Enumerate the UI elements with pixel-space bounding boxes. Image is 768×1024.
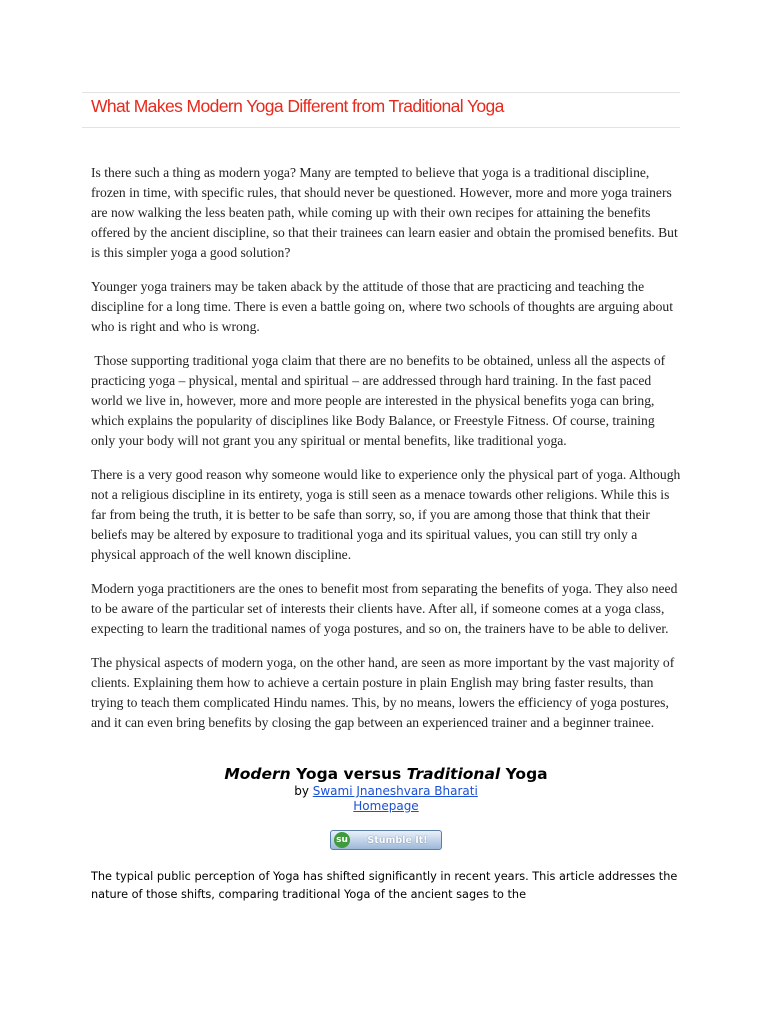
title-word-traditional: Traditional — [406, 765, 501, 783]
homepage-link[interactable]: Homepage — [353, 799, 419, 813]
title-word-modern: Modern — [224, 765, 291, 783]
article-body — [91, 163, 684, 747]
byline — [91, 784, 681, 799]
author-link[interactable]: Swami Jnaneshvara Bharati — [312, 784, 478, 798]
article-paragraph: The physical aspects of modern yoga, on the other hand, are seen as more important by the vast majority of clients. Explaining them how to achieve a certain posture in plain English may bring faster results, than trying to teach them complicated Hindu names. This, by no means, lowers the efficiency of yoga postures, and it can even bring benefits by closing the gap between an experienced trainer and a beginner trainee. — [91, 655, 678, 730]
embedded-article-header — [91, 764, 681, 814]
by-label: by — [294, 784, 313, 798]
embedded-article-title — [91, 764, 681, 784]
article-paragraph: Younger yoga trainers may be taken aback by the attitude of those that are practicing and teaching the discipline for a long time. There is even a battle going on, where two schools of thoughts are arguing about who is right and who is wrong. — [91, 279, 677, 334]
article-paragraph: Is there such a thing as modern yoga? Many are tempted to believe that yoga is a traditional discipline, frozen in time, with specific rules, that should never be questioned. However, more and more yoga trainers are now walking the less beaten path, while coming up with their own recipes for attaining the benefits offered by the ancient discipline, so that their trainees can learn easier and obtain the promised benefits. But is this simpler yoga a good solution? — [91, 165, 682, 260]
homepage-line — [91, 799, 681, 814]
article-title: What Makes Modern Yoga Different from Traditional Yoga — [91, 96, 504, 116]
article-paragraph: Modern yoga practitioners are the ones to benefit most from separating the benefits of yoga. They also need to be aware of the particular set of interests their clients have. After all, if someone comes at a yoga class, expecting to learn the traditional names of yoga postures, and so on, the trainers have to be able to deliver. — [91, 581, 681, 636]
article-paragraph: Those supporting traditional yoga claim that there are no benefits to be obtained, unless all the aspects of practicing yoga – physical, mental and spiritual – are addressed through hard training. In the fast paced world we live in, however, more and more people are interested in the physical benefits yoga can bring, which explains the popularity of disciplines like Body Balance, or Freestyle Fitness. Of course, training only your body will not grant you any spiritual or mental benefits, like traditional yoga. — [91, 353, 669, 448]
title-middle: Yoga versus — [290, 765, 407, 783]
title-top-rule — [82, 92, 680, 93]
title-bottom-rule — [82, 127, 680, 128]
title-end: Yoga — [500, 765, 548, 783]
article-paragraph: There is a very good reason why someone would like to experience only the physical part of yoga. Although not a religious discipline in its entirety, yoga is still seen as a menace towards other religions. While this is far from being the truth, it is better to be safe than sorry, so, if you are among those that think that their beliefs may be altered by exposure to traditional yoga and its spiritual values, you can still try only a physical approach of the well known discipline. — [91, 467, 684, 562]
embedded-article-intro: The typical public perception of Yoga has shifted significantly in recent years. This article addresses the nature of those shifts, comparing traditional Yoga of the ancient sages to the — [91, 870, 678, 901]
stumble-it-label: Stumble It! — [367, 834, 428, 846]
stumbleupon-icon: su — [334, 832, 350, 848]
stumble-it-button[interactable] — [330, 830, 442, 850]
